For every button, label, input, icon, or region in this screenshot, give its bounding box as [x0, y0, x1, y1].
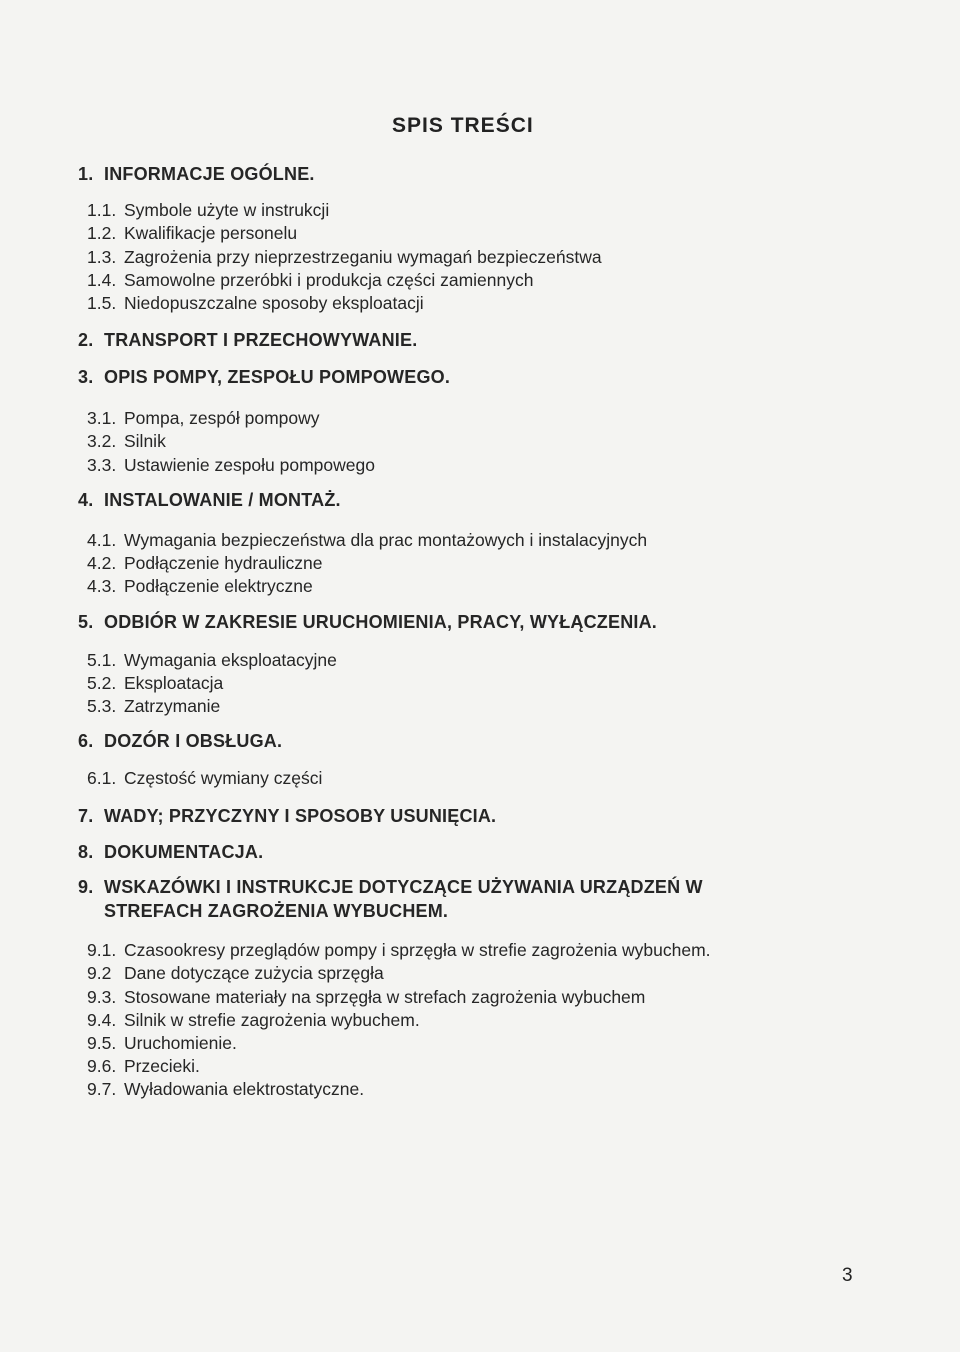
- toc-item-1-2: 1.2. Kwalifikacje personelu: [87, 223, 298, 243]
- toc-item-9-6: 9.6. Przecieki.: [87, 1056, 200, 1076]
- toc-item-5-3: 5.3. Zatrzymanie: [87, 696, 221, 716]
- toc-item-9-2: 9.2 Dane dotyczące zużycia sprzęgła: [87, 963, 384, 983]
- toc-item-4-1: 4.1. Wymagania bezpieczeństwa dla prac montażowych i instalacyjnych: [87, 530, 648, 550]
- toc-section-7: 7. WADY; PRZYCZYNY I SPOSOBY USUNIĘCIA.: [78, 806, 497, 826]
- toc-item-1-3: 1.3. Zagrożenia przy nieprzestrzeganiu wymagań bezpieczeństwa: [87, 247, 602, 267]
- toc-item-1-5: 1.5. Niedopuszczalne sposoby eksploatacji: [87, 293, 424, 313]
- toc-item-3-2: 3.2. Silnik: [87, 431, 166, 451]
- toc-section-4: 4. INSTALOWANIE / MONTAŻ.: [78, 490, 341, 510]
- toc-item-9-3: 9.3. Stosowane materiały na sprzęgła w strefach zagrożenia wybuchem: [87, 987, 646, 1007]
- toc-section-3: 3. OPIS POMPY, ZESPOŁU POMPOWEGO.: [78, 367, 451, 387]
- toc-item-3-1: 3.1. Pompa, zespół pompowy: [87, 408, 320, 428]
- toc-section-9-continued: STREFACH ZAGROŻENIA WYBUCHEM.: [104, 901, 449, 921]
- toc-item-6-1: 6.1. Częstość wymiany części: [87, 768, 323, 788]
- toc-section-2: 2. TRANSPORT I PRZECHOWYWANIE.: [78, 330, 418, 350]
- toc-section-9: 9. WSKAZÓWKI I INSTRUKCJE DOTYCZĄCE UŻYWANIA URZĄDZEŃ W: [78, 877, 703, 897]
- toc-section-8: 8. DOKUMENTACJA.: [78, 842, 264, 862]
- toc-item-4-2: 4.2. Podłączenie hydrauliczne: [87, 553, 323, 573]
- toc-item-9-5: 9.5. Uruchomienie.: [87, 1033, 237, 1053]
- toc-item-4-3: 4.3. Podłączenie elektryczne: [87, 576, 313, 596]
- toc-item-3-3: 3.3. Ustawienie zespołu pompowego: [87, 455, 375, 475]
- toc-section-5: 5. ODBIÓR W ZAKRESIE URUCHOMIENIA, PRACY, WYŁĄCZENIA.: [78, 612, 658, 632]
- toc-item-1-1: 1.1. Symbole użyte w instrukcji: [87, 200, 330, 220]
- page-number: 3: [842, 1265, 853, 1286]
- toc-section-6: 6. DOZÓR I OBSŁUGA.: [78, 731, 283, 751]
- toc-item-5-1: 5.1. Wymagania eksploatacyjne: [87, 650, 337, 670]
- toc-section-1: 1. INFORMACJE OGÓLNE.: [78, 164, 315, 184]
- toc-item-9-4: 9.4. Silnik w strefie zagrożenia wybuchem.: [87, 1010, 420, 1030]
- toc-item-5-2: 5.2. Eksploatacja: [87, 673, 224, 693]
- page-title: SPIS TREŚCI: [392, 114, 534, 137]
- toc-item-1-4: 1.4. Samowolne przeróbki i produkcja części zamiennych: [87, 270, 534, 290]
- toc-item-9-1: 9.1. Czasookresy przeglądów pompy i sprzęgła w strefie zagrożenia wybuchem.: [87, 940, 711, 960]
- toc-item-9-7: 9.7. Wyładowania elektrostatyczne.: [87, 1079, 365, 1099]
